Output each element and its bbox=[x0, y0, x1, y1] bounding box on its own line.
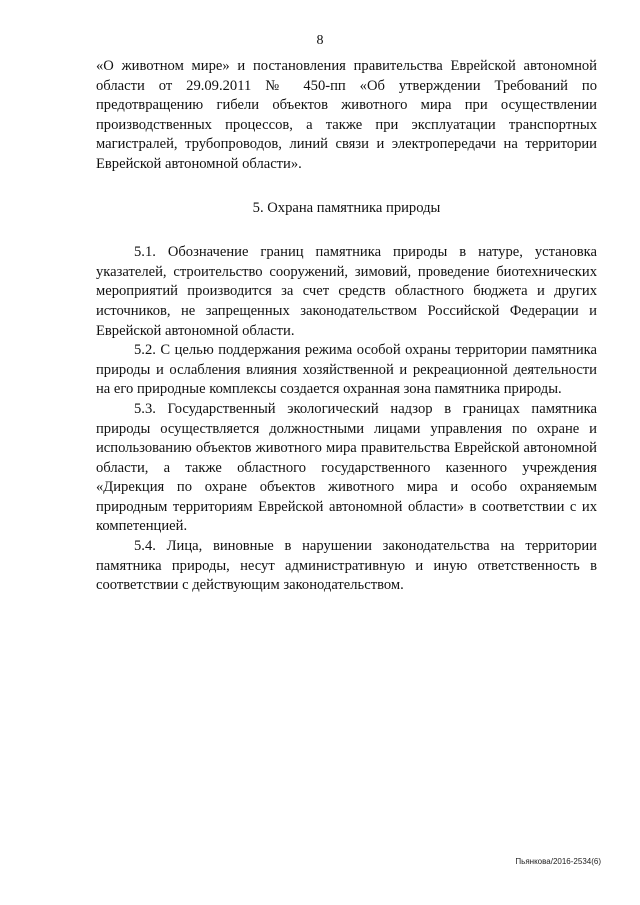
paragraph-5-4: 5.4. Лица, виновные в нарушении законодательства на территории памятника природы, несут административную и иную ответственность в соответствии с действующим законодательством. bbox=[96, 538, 597, 594]
page-number: 8 bbox=[316, 33, 324, 48]
document-footer-code: Пьянкова/2016-2534(6) bbox=[515, 857, 601, 866]
paragraph-5-3: 5.3. Государственный экологический надзор в границах памятника природы осуществляется должностными лицами управления по охране и использованию объектов животного мира правительства Еврейской автономной области, а также областного государственного казенного учреждения «Дирекция по охране объектов животного мира и особо охраняемым природным территориям Еврейской автономной области» в соответствии с их компетенцией. bbox=[96, 400, 597, 535]
paragraph-5-1: 5.1. Обозначение границ памятника природы в натуре, установка указателей, строительство сооружений, зимовий, проведение биотехнических мероприятий производится за счет средств областного бюджета и других источников, не запрещенных законодательством Российской Федерации и Еврейской автономной области. bbox=[96, 244, 597, 339]
continued-paragraph: «О животном мире» и постановления правительства Еврейской автономной области от 29.09.2011 № 450-пп «Об утверждении Требований по предотвращению гибели объектов животного мира при осуществлении производственных процессов, а также при эксплуатации транспортных магистралей, трубопроводов, линий связи и электропередачи на территории Еврейской автономной области». bbox=[96, 58, 597, 172]
document-body bbox=[96, 57, 597, 596]
paragraph-5-2: 5.2. С целью поддержания режима особой охраны территории памятника природы и ослабления влияния хозяйственной и рекреационной деятельности на его природные комплексы создается охранная зона памятника природы. bbox=[96, 342, 597, 398]
section-heading: 5. Охрана памятника природы bbox=[252, 199, 441, 216]
